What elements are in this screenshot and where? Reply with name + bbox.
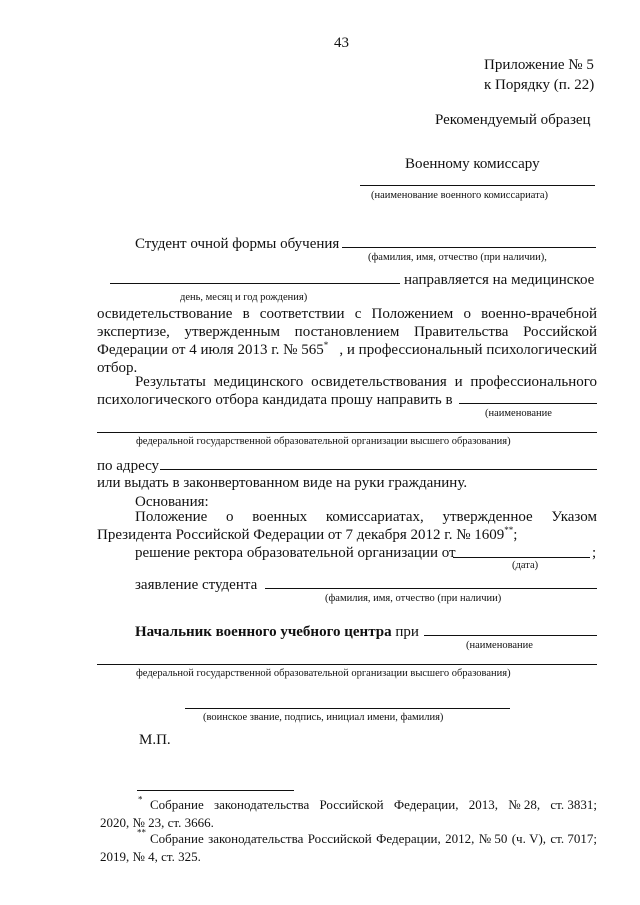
sent-text: направляется на медицинское bbox=[404, 272, 595, 288]
sealed-text: или выдать в законвертованном виде на руки гражданину. bbox=[97, 475, 468, 491]
fn2-word: Федерации, bbox=[376, 831, 441, 846]
statement-caption: (фамилия, имя, отчество (при наличии) bbox=[325, 593, 502, 604]
page-number: 43 bbox=[334, 35, 349, 51]
date-caption: (дата) bbox=[512, 560, 539, 571]
fn2-word: Собрание bbox=[150, 831, 204, 846]
g1-word: о bbox=[226, 509, 234, 525]
footnote-separator bbox=[137, 790, 294, 791]
head-org-caption-start: (наименование bbox=[466, 640, 533, 651]
footnote-ref-2: ** bbox=[504, 525, 514, 535]
dob-line bbox=[110, 283, 400, 284]
footnote-2-mark bbox=[137, 829, 146, 845]
ground-2: решение ректора образовательной организации от bbox=[135, 545, 456, 561]
ground-1-line-1 bbox=[135, 508, 597, 526]
p1-line-1: освидетельствование в соответствии с Положением о военно-врачебной bbox=[97, 306, 597, 322]
address-label: по адресу bbox=[97, 458, 160, 474]
fn2-word: ст. 7017; bbox=[550, 831, 597, 846]
appendix-line-1: Приложение № 5 bbox=[484, 57, 594, 73]
head-org-line-2 bbox=[97, 664, 597, 665]
ground-1-end: ; bbox=[513, 527, 518, 543]
address-line bbox=[160, 469, 597, 470]
grounds-label: Основания: bbox=[135, 494, 209, 510]
addressee-title: Военному комиссару bbox=[405, 156, 540, 172]
fio-caption: (фамилия, имя, отчество (при наличии), bbox=[368, 252, 547, 263]
fn1-word: Федерации, bbox=[393, 797, 459, 812]
org-caption-end: федеральной государственной образовательной организации высшего образования) bbox=[136, 436, 511, 447]
p1-line-3-b: , и профессиональный психологический bbox=[339, 342, 597, 358]
fn2-word: (ч. V), bbox=[511, 831, 547, 846]
footnote-2-line-1 bbox=[150, 831, 597, 847]
head-line bbox=[135, 623, 419, 641]
fn2-word: законодательства bbox=[208, 831, 304, 846]
signature-line bbox=[185, 708, 510, 709]
fn2-word: № 50 bbox=[478, 831, 508, 846]
signature-caption: (воинское звание, подпись, инициал имени, фамилия) bbox=[203, 712, 444, 723]
date-line bbox=[453, 557, 590, 558]
p2-line-2: психологического отбора кандидата прошу направить в bbox=[97, 392, 453, 408]
fn1-word: Российской bbox=[319, 797, 384, 812]
footnote-2-line-2: 2019, № 4, ст. 325. bbox=[100, 849, 201, 864]
p1-line-4: отбор. bbox=[97, 360, 138, 376]
org-name-line-1 bbox=[459, 403, 597, 404]
fn1-word: ст. 3831; bbox=[550, 797, 597, 812]
dob-caption: день, месяц и год рождения) bbox=[180, 292, 308, 303]
head-org-caption-end: федеральной государственной образовательной организации высшего образования) bbox=[136, 668, 511, 679]
appendix-line-2: к Порядку (п. 22) bbox=[484, 77, 595, 93]
statement-line bbox=[265, 588, 597, 589]
student-fio-line bbox=[342, 247, 596, 248]
g1-word: Указом bbox=[551, 509, 597, 525]
fn2-word: 2012, bbox=[445, 831, 475, 846]
seal-label: М.П. bbox=[139, 732, 171, 748]
fn1-mark: * bbox=[138, 794, 143, 805]
footnote-1-mark bbox=[138, 796, 143, 812]
p2-line-1: Результаты медицинского освидетельствования и профессионального bbox=[135, 374, 597, 390]
p1-line-2: экспертизе, утвержденным постановлением Правительства Российской bbox=[97, 324, 597, 340]
p1-line-3 bbox=[97, 341, 597, 359]
ground-1-text: Президента Российской Федерации от 7 декабря 2012 г. № 1609 bbox=[97, 527, 505, 543]
head-label: Начальник военного учебного центра bbox=[135, 624, 392, 640]
fn1-word: Собрание bbox=[150, 797, 204, 812]
fn1-word: 2013, bbox=[468, 797, 498, 812]
statement-label: заявление студента bbox=[135, 577, 258, 593]
footnote-1-line-1 bbox=[150, 797, 597, 813]
org-caption-start: (наименование bbox=[485, 408, 552, 419]
org-name-line-2 bbox=[97, 432, 597, 433]
addressee-caption: (наименование военного комиссариата) bbox=[371, 190, 549, 201]
footnote-1-line-2: 2020, № 23, ст. 3666. bbox=[100, 815, 214, 830]
p1-line-3-a: Федерации от 4 июля 2013 г. № 565 bbox=[97, 342, 324, 358]
footnote-ref-1: * bbox=[323, 340, 329, 350]
g1-word: военных bbox=[252, 509, 308, 525]
g1-word: комиссариатах, bbox=[325, 509, 424, 525]
addressee-line bbox=[360, 185, 595, 186]
fn1-word: законодательства bbox=[214, 797, 310, 812]
fn1-word: № 28, bbox=[508, 797, 541, 812]
fn2-mark: ** bbox=[137, 827, 146, 838]
fn2-word: Российской bbox=[307, 831, 372, 846]
recommended-sample: Рекомендуемый образец bbox=[435, 112, 591, 128]
ground-1-line-2 bbox=[97, 526, 517, 544]
g1-word: утвержденное bbox=[442, 509, 533, 525]
head-org-line-1 bbox=[424, 635, 597, 636]
g1-word: Положение bbox=[135, 509, 208, 525]
head-at: при bbox=[395, 624, 419, 640]
student-label: Студент очной формы обучения bbox=[135, 236, 340, 252]
ground-2-end: ; bbox=[592, 545, 597, 561]
